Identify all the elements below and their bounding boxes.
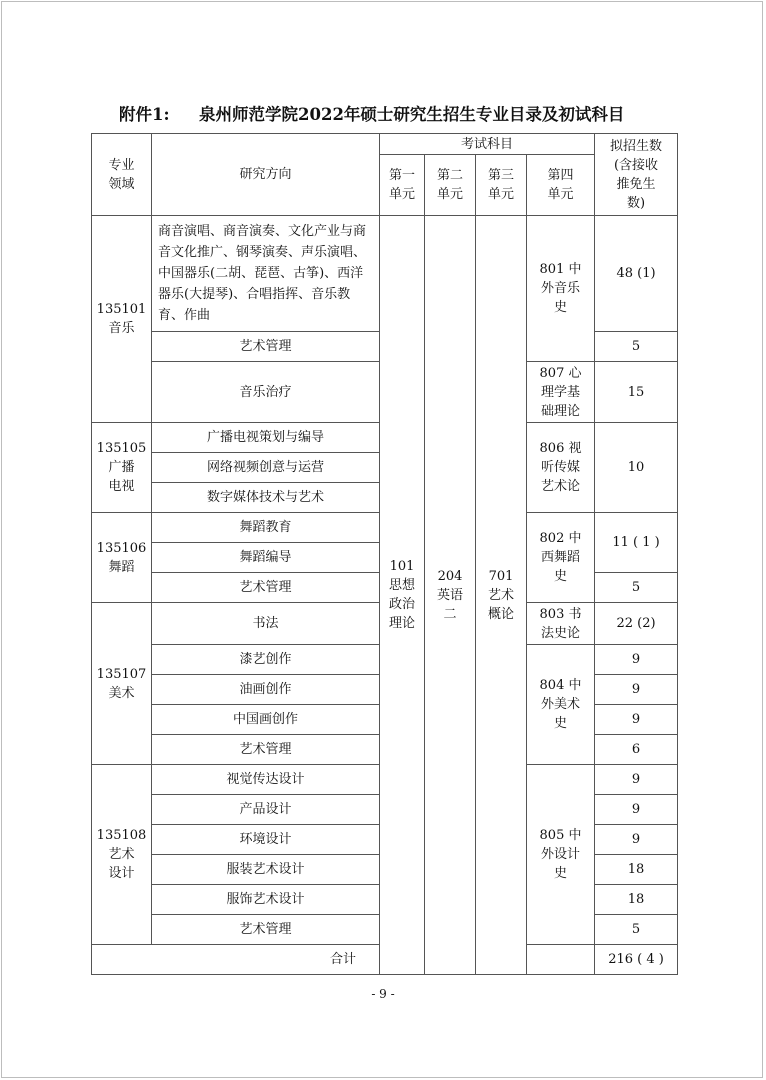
direction-cell: 广播电视策划与编导 xyxy=(152,423,380,453)
direction-cell: 服装艺术设计 xyxy=(152,855,380,885)
enrollment-cell: 6 xyxy=(595,735,678,765)
unit4-cell: 807 心 理学基 础理论 xyxy=(527,362,595,423)
direction-cell: 环境设计 xyxy=(152,825,380,855)
field-dance: 135106 舞蹈 xyxy=(92,513,152,603)
enrollment-cell: 9 xyxy=(595,765,678,795)
total-row xyxy=(92,945,678,975)
title-text: 泉州师范学院2022年硕士研究生招生专业目录及初试科目 xyxy=(199,105,625,124)
enrollment-cell: 10 xyxy=(595,423,678,513)
enrollment-cell: 9 xyxy=(595,795,678,825)
field-music: 135101 音乐 xyxy=(92,216,152,423)
direction-cell: 艺术管理 xyxy=(152,735,380,765)
direction-cell: 油画创作 xyxy=(152,675,380,705)
field-fine-arts: 135107 美术 xyxy=(92,603,152,765)
direction-cell: 视觉传达设计 xyxy=(152,765,380,795)
header-unit1: 第一 单元 xyxy=(380,155,425,216)
unit1-common: 101 思想 政治 理论 xyxy=(380,216,425,975)
header-direction: 研究方向 xyxy=(152,134,380,216)
unit4-cell: 805 中 外设计 史 xyxy=(527,765,595,945)
direction-cell: 艺术管理 xyxy=(152,573,380,603)
unit3-common: 701 艺术 概论 xyxy=(476,216,527,975)
unit2-common: 204 英语 二 xyxy=(425,216,476,975)
unit4-cell: 802 中 西舞蹈 史 xyxy=(527,513,595,603)
enrollment-cell: 15 xyxy=(595,362,678,423)
enrollment-cell: 5 xyxy=(595,332,678,362)
header-unit4: 第四 单元 xyxy=(527,155,595,216)
enrollment-cell: 48 (1) xyxy=(595,216,678,332)
enrollment-cell: 5 xyxy=(595,573,678,603)
direction-cell: 舞蹈教育 xyxy=(152,513,380,543)
direction-cell: 数字媒体技术与艺术 xyxy=(152,483,380,513)
header-field: 专业 领域 xyxy=(92,134,152,216)
direction-cell: 艺术管理 xyxy=(152,332,380,362)
unit4-cell: 803 书 法史论 xyxy=(527,603,595,645)
direction-cell: 音乐治疗 xyxy=(152,362,380,423)
table-row xyxy=(92,216,678,332)
page-number: - 9 - xyxy=(371,987,395,1001)
total-value: 216 ( 4 ) xyxy=(595,945,678,975)
direction-cell: 网络视频创意与运营 xyxy=(152,453,380,483)
direction-cell: 舞蹈编导 xyxy=(152,543,380,573)
enrollment-cell: 9 xyxy=(595,645,678,675)
direction-cell: 产品设计 xyxy=(152,795,380,825)
direction-cell: 商音演唱、商音演奏、文化产业与商音文化推广、钢琴演奏、声乐演唱、中国器乐(二胡、琵琶、古筝)、西洋器乐(大提琴)、合唱指挥、音乐教育、作曲 xyxy=(152,216,380,332)
field-design: 135108 艺术 设计 xyxy=(92,765,152,945)
unit4-cell: 801 中 外音乐 史 xyxy=(527,216,595,362)
direction-cell: 漆艺创作 xyxy=(152,645,380,675)
enrollment-cell: 18 xyxy=(595,885,678,915)
document-title xyxy=(100,100,720,130)
total-label: 合计 xyxy=(92,945,595,975)
direction-cell: 书法 xyxy=(152,603,380,645)
direction-cell: 艺术管理 xyxy=(152,915,380,945)
admissions-table xyxy=(91,133,678,975)
enrollment-cell: 22 (2) xyxy=(595,603,678,645)
enrollment-cell: 18 xyxy=(595,855,678,885)
field-broadcast: 135105 广播 电视 xyxy=(92,423,152,513)
direction-cell: 中国画创作 xyxy=(152,705,380,735)
enrollment-cell: 9 xyxy=(595,675,678,705)
enrollment-cell: 5 xyxy=(595,915,678,945)
unit4-cell: 804 中 外美术 史 xyxy=(527,645,595,765)
header-unit2: 第二 单元 xyxy=(425,155,476,216)
header-enrollment: 拟招生数 (含接收 推免生 数) xyxy=(595,134,678,216)
unit4-cell: 806 视 听传媒 艺术论 xyxy=(527,423,595,513)
attachment-label: 附件1: xyxy=(119,105,170,124)
enrollment-cell: 11 ( 1 ) xyxy=(595,513,678,573)
header-row xyxy=(92,134,678,155)
header-unit3: 第三 单元 xyxy=(476,155,527,216)
enrollment-cell: 9 xyxy=(595,705,678,735)
direction-cell: 服饰艺术设计 xyxy=(152,885,380,915)
header-exam-subjects: 考试科目 xyxy=(380,134,595,155)
enrollment-cell: 9 xyxy=(595,825,678,855)
